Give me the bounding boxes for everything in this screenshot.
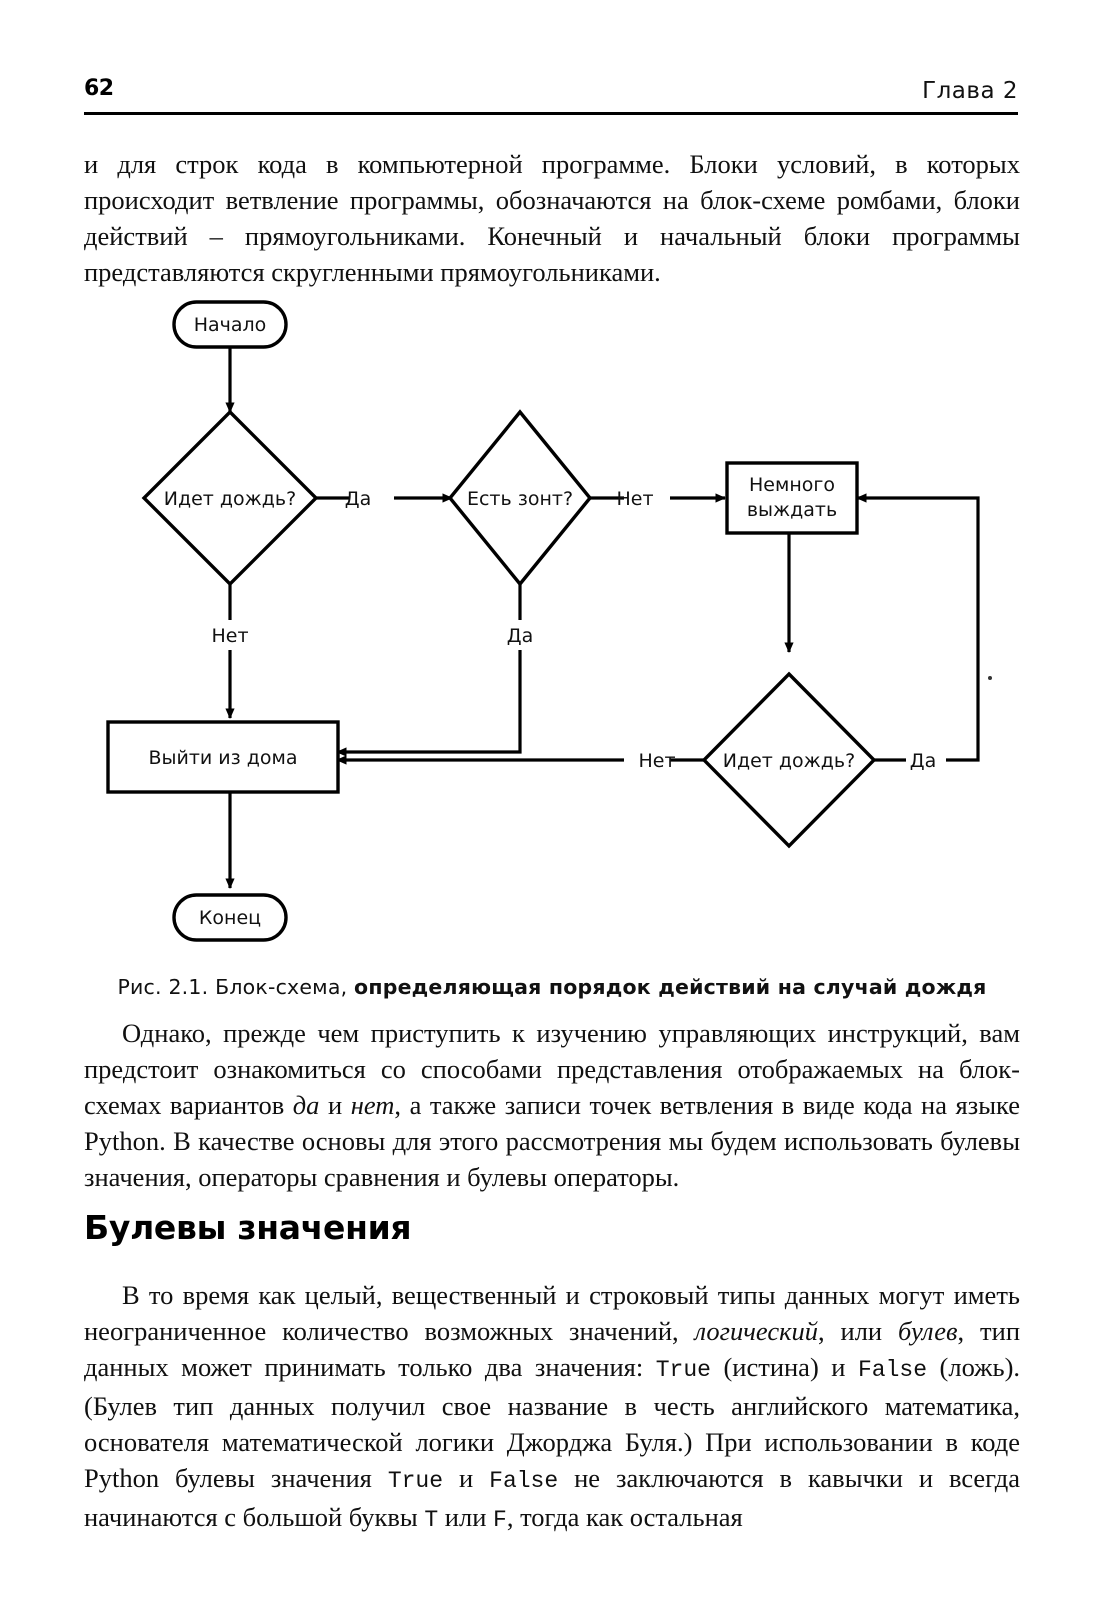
bool-text-f: и xyxy=(443,1463,490,1493)
section-heading-boolean-values: Булевы значения xyxy=(84,1208,412,1247)
running-head xyxy=(84,76,1018,120)
bool-code-false-2: False xyxy=(489,1468,559,1494)
post-figure-paragraph xyxy=(84,1015,1020,1195)
node-rain-question-2 xyxy=(704,674,874,846)
boolean-paragraph-block xyxy=(84,1277,1020,1538)
boolean-paragraph xyxy=(84,1277,1020,1538)
scan-speck xyxy=(988,676,992,680)
node-rain-question-1-label: Идет дождь? xyxy=(163,488,297,510)
bool-code-false-1: False xyxy=(858,1357,928,1383)
bool-emphasis-boolean: булев xyxy=(898,1316,958,1346)
section-heading-block xyxy=(84,1208,1020,1247)
bool-code-letter-t: T xyxy=(424,1507,439,1533)
edge-umbrella-yes xyxy=(337,650,520,752)
node-leave-home xyxy=(108,722,338,792)
bool-text-a: В то время как целый, вещественный и строковый типы данных могут иметь неограниченное количество возможных значений, xyxy=(84,1280,1020,1346)
chapter-label: Глава 2 xyxy=(922,78,1018,104)
post-figure-paragraph-block xyxy=(84,1015,1020,1195)
edge-label-rain1-no: Нет xyxy=(211,625,249,647)
bool-text-g: не заключаются в кавычки и всегда начинаются с большой буквы xyxy=(84,1463,1020,1532)
intro-paragraph: и для строк кода в компьютерной программе. Блоки условий, в которых происходит ветвление программы, обозначаются на блок-схеме ромбами, блоки действий – прямоугольниками. Конечный и начальный блоки программы представляются скругленными прямоугольниками. xyxy=(84,149,1020,287)
bool-text-i: , тогда как остальная xyxy=(506,1502,743,1532)
edge-label-rain2-yes: Да xyxy=(909,750,937,772)
node-wait-label-line1: Немного xyxy=(749,474,835,496)
bool-code-letter-f: F xyxy=(493,1507,507,1533)
node-rain-question-1 xyxy=(144,412,316,584)
figure-caption xyxy=(84,975,1020,999)
node-wait xyxy=(727,463,857,533)
node-start xyxy=(174,302,286,347)
post-figure-emphasis-da: да xyxy=(292,1090,320,1120)
bool-text-b: , или xyxy=(817,1316,899,1346)
bool-code-true-1: True xyxy=(655,1357,711,1383)
flowchart-svg xyxy=(84,290,1020,960)
bool-code-true-2: True xyxy=(387,1468,444,1494)
post-figure-text-c: , а также записи точек ветвления в виде кода на языке Python. В качестве основы для этого рассмотрения мы будем использовать булевы значения, операторы сравнения и булевы операторы. xyxy=(84,1090,1020,1192)
header-rule xyxy=(84,112,1018,115)
edge-rain2-yes-loop xyxy=(857,498,978,760)
intro-paragraph-block xyxy=(84,146,1020,290)
node-end xyxy=(174,895,286,940)
edge-label-rain1-yes: Да xyxy=(344,488,372,510)
node-start-label: Начало xyxy=(193,314,267,336)
bool-text-d: (истина) и xyxy=(710,1352,858,1382)
bool-text-e: (ложь). (Булев тип данных получил свое название в честь английского математика, основателя математической логики Джорджа Буля.) При использовании в коде Python булевы значения xyxy=(84,1352,1021,1493)
node-umbrella-question xyxy=(450,412,590,584)
post-figure-text-b: и xyxy=(319,1090,351,1120)
edge-label-umbrella-no: Нет xyxy=(616,488,654,510)
node-umbrella-question-label: Есть зонт? xyxy=(466,488,574,510)
node-end-label: Конец xyxy=(198,907,262,929)
edge-label-umbrella-yes: Да xyxy=(506,625,534,647)
node-rain-question-2-label: Идет дождь? xyxy=(722,750,856,772)
bool-emphasis-logical: логический xyxy=(694,1316,818,1346)
figure-caption-bold: определяющая порядок действий на случай дождя xyxy=(354,975,987,999)
post-figure-emphasis-net: нет xyxy=(350,1090,395,1120)
flowchart-figure xyxy=(84,290,1020,960)
node-wait-label-line2: выждать xyxy=(746,499,838,521)
post-figure-text-a: Однако, прежде чем приступить к изучению управляющих инструкций, вам предстоит ознакомиться со способами представления отображаемых на блок-схемах вариантов xyxy=(84,1018,1020,1120)
edge-label-rain2-no: Нет xyxy=(638,750,676,772)
bool-text-h: или xyxy=(438,1502,494,1532)
bool-text-c: , тип данных может принимать только два значения: xyxy=(84,1316,1021,1382)
node-leave-home-label: Выйти из дома xyxy=(148,747,298,769)
figure-caption-prefix: Рис. 2.1. Блок-схема, xyxy=(117,975,355,999)
page-number: 62 xyxy=(84,76,114,101)
